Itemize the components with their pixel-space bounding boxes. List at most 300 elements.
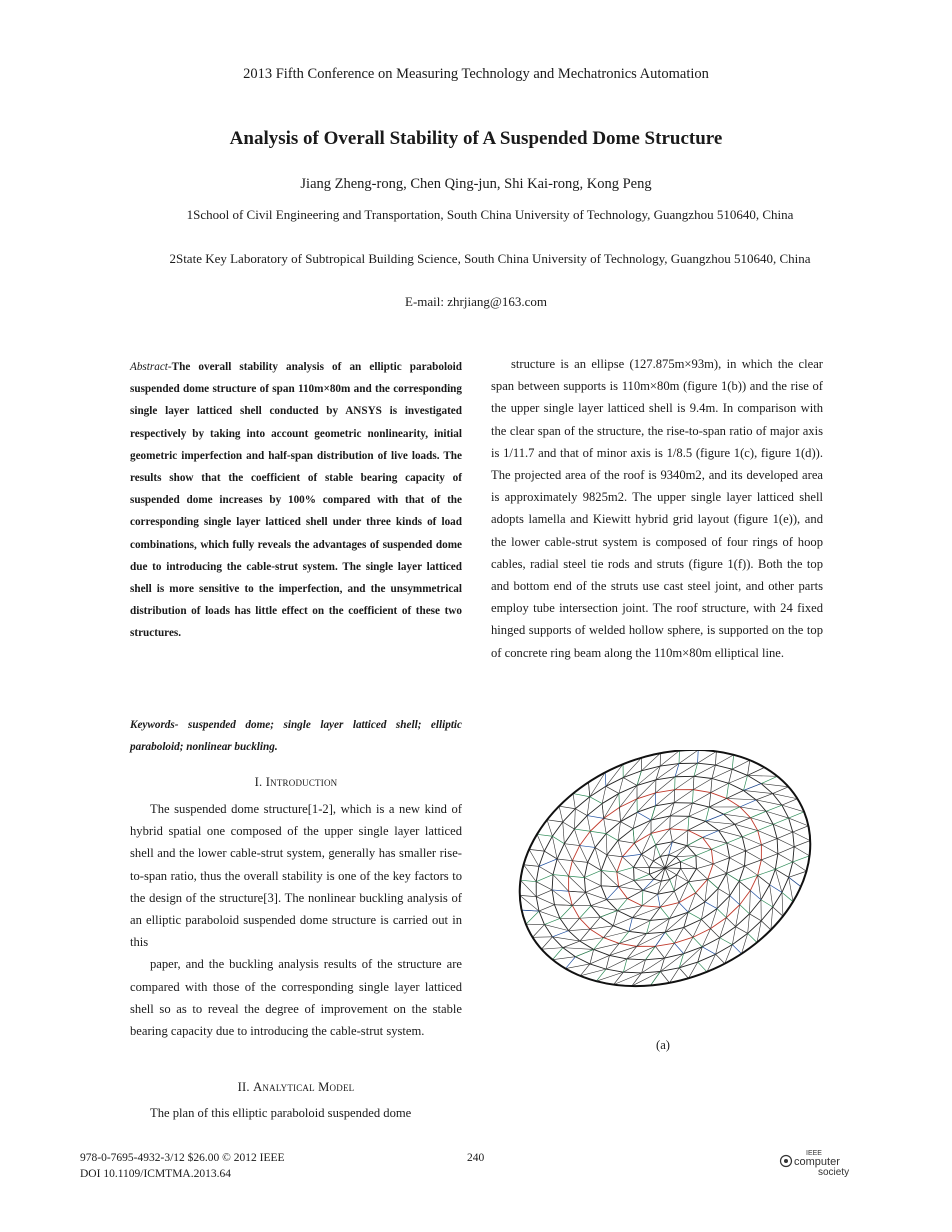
lattice-member [761,921,771,930]
lattice-member [688,912,701,919]
lattice-member [740,890,751,904]
lattice-member [789,877,793,901]
lattice-member [634,843,641,854]
lattice-member [705,902,717,909]
lattice-member [732,945,741,954]
lattice-member [569,876,586,892]
lattice-member [653,856,660,861]
lattice-member [539,911,560,918]
lattice-member [574,829,590,831]
section-title: Introduction [265,775,338,789]
lattice-member [711,783,729,792]
lattice-member [688,821,706,830]
lattice-member [739,881,740,905]
lattice-member [693,790,711,793]
lattice-member [658,894,661,907]
lattice-member [777,832,793,839]
lattice-member [705,879,708,902]
lattice-member [726,918,735,927]
lattice-member [727,843,730,858]
lattice-member [773,787,789,794]
lattice-member [727,790,744,798]
lattice-member [552,875,553,890]
lattice-member [544,836,552,851]
logo-line-2: computer [794,1156,840,1168]
lattice-member [618,829,633,841]
lattice-member [575,797,589,809]
lattice-member [547,820,552,836]
lattice-member [588,782,589,797]
lattice-member [745,866,758,875]
section-title: Analytical Model [253,1080,355,1094]
lattice-member [607,855,622,857]
lattice-member [670,829,688,830]
lattice-member [575,957,589,964]
lattice-member [637,932,665,946]
lattice-member [761,885,770,900]
lattice-member [761,784,788,787]
lattice-member [613,911,617,926]
lattice-member [559,806,575,809]
lattice-member [590,818,603,831]
lattice-member [793,832,810,841]
lattice-member [712,778,729,783]
lattice-member [669,855,676,857]
lattice-member [771,907,773,930]
lattice-member [619,785,637,807]
lattice-member [711,849,713,864]
lattice-member [573,794,590,797]
lattice-member [552,890,569,891]
lattice-member [748,775,762,783]
lattice-member [575,809,587,816]
lattice-member [732,769,747,775]
lattice-member [642,894,658,905]
lattice-member [770,869,776,885]
lattice-member [740,905,750,914]
abstract-label: Abstract- [130,361,172,373]
lattice-member [590,955,610,964]
lattice-member [698,751,717,763]
lattice-member [617,872,634,880]
lattice-member [536,866,539,881]
lattice-member [533,925,545,938]
lattice-member [712,769,732,778]
lattice-member [619,778,623,794]
lattice-member [526,911,539,924]
lattice-member [623,972,641,973]
lattice-member [560,905,572,918]
lattice-member [727,873,730,895]
lattice-member [698,750,699,763]
section-number: II. [237,1080,254,1094]
lattice-member [553,957,576,960]
lattice-member [653,845,655,861]
lattice-member [634,867,635,880]
lattice-member [679,903,688,913]
lattice-member [563,822,565,844]
lattice-member [698,954,716,962]
lattice-member [693,919,701,937]
lattice-member [773,907,783,916]
lattice-member [750,890,761,899]
lattice-member [603,938,619,944]
lattice-member [744,775,748,790]
lattice-member [770,885,773,907]
lattice-member [584,878,601,886]
lattice-member [606,786,619,793]
lattice-member [706,814,724,821]
lattice-member [730,896,740,905]
lattice-member [580,969,606,976]
lattice-member [587,797,590,816]
lattice-member [777,839,794,847]
lattice-member [580,929,590,941]
lattice-member [557,844,564,859]
lattice-member [789,862,793,877]
lattice-member [709,793,711,807]
lattice-member [717,889,718,909]
lattice-member [716,954,725,963]
lattice-member [701,919,710,928]
lattice-member [627,959,646,960]
lattice-member [529,849,544,851]
lattice-member [628,890,643,898]
logo-icon [778,1146,858,1178]
lattice-member [665,862,680,868]
lattice-member [716,945,733,955]
lattice-member [727,798,740,807]
lattice-member [643,881,661,890]
lattice-member [793,826,809,832]
lattice-member [604,818,621,821]
lattice-member [724,814,751,818]
lattice-member [674,891,679,903]
authors: Jiang Zheng-rong, Chen Qing-jun, Shi Kai-rong, Kong Peng [300,176,652,192]
lattice-member [539,851,544,866]
lattice-member [580,938,604,941]
lattice-member [574,816,587,829]
lattice-member [604,807,620,818]
lattice-member [740,800,756,807]
lattice-member [711,778,712,792]
lattice-member [702,938,719,947]
lattice-member [669,912,688,918]
lattice-member [727,873,740,881]
lattice-member [727,783,729,798]
lattice-member [684,947,703,954]
lattice-member [670,816,689,829]
lattice-member [688,893,695,912]
lattice-member [794,847,809,856]
lattice-member [746,845,762,851]
lattice-member [660,907,669,918]
lattice-member [773,824,777,838]
lattice-member [748,767,765,775]
lattice-member [569,918,580,930]
lattice-member [602,793,619,803]
lattice-member [712,765,715,778]
lattice-member [590,831,606,833]
lattice-member [727,858,730,874]
lattice-member [717,909,726,918]
abstract [130,356,462,645]
lattice-member [715,765,732,769]
lattice-member [709,798,726,807]
lattice-member [766,805,782,811]
lattice-member [628,899,643,906]
lattice-member [632,918,650,921]
lattice-member [711,909,717,929]
lattice-member [711,849,729,857]
lattice-member [729,783,744,790]
lattice-member [735,818,751,825]
lattice-member [775,862,792,869]
lattice-member [656,845,661,857]
lattice-member [744,784,762,791]
lattice-member [773,818,788,824]
lattice-member [574,829,579,845]
lattice-member [698,763,716,765]
lattice-member [730,858,745,866]
lattice-member [619,807,620,821]
lattice-member [720,918,727,938]
lattice-member [761,900,773,907]
lattice-member [617,857,623,872]
lattice-member [748,914,750,934]
lattice-member [750,890,751,913]
lattice-member [529,849,539,866]
lattice-member [619,887,643,891]
page-number: 240 [467,1152,485,1164]
lattice-member [520,880,536,897]
lattice-member [629,931,647,933]
lattice-member [601,855,607,871]
lattice-member [557,859,569,876]
lattice-member [789,818,793,832]
lattice-member [622,857,633,868]
lattice-member [720,938,733,945]
lattice-member [665,932,674,943]
lattice-member [711,918,727,929]
lattice-member [758,875,770,884]
lattice-member [619,793,620,807]
section-heading-introduction [130,771,462,793]
lattice-member [756,794,773,800]
lattice-member [794,841,810,847]
lattice-member [613,918,632,926]
lattice-member [618,822,621,841]
lattice-member [775,854,778,870]
lattice-member [547,820,563,822]
lattice-member [727,866,745,873]
lattice-member [524,865,539,867]
lattice-member [694,765,715,776]
lattice-member [564,844,572,861]
lattice-member [789,812,804,818]
logo-line-1: IEEE [806,1150,822,1157]
lattice-member [688,902,705,912]
lattice-member [758,831,762,845]
lattice-member [758,824,773,830]
lattice-member [758,869,776,875]
lattice-member [613,926,629,932]
lattice-member [674,790,693,803]
lattice-member [606,969,623,972]
lattice-member [621,799,638,822]
lattice-member [569,876,585,877]
lattice-member [563,941,580,948]
lattice-member [687,837,702,845]
conference-header: 2013 Fifth Conference on Measuring Technology and Mechatronics Automation [243,66,709,82]
section-heading-analytical-model [130,1076,462,1098]
lattice-member [789,818,809,826]
lattice-member [564,844,579,846]
lattice-member [557,859,572,861]
lattice-member [782,877,789,892]
lattice-member [633,829,634,844]
lattice-member [588,847,595,862]
lattice-member [793,832,794,847]
lattice-member [580,906,591,919]
lattice-member [679,968,688,978]
lattice-member [539,866,553,874]
lattice-member [713,858,729,864]
lattice-member [563,948,594,950]
lattice-member [692,790,693,803]
lattice-member [572,892,585,905]
lattice-member [739,881,750,890]
lattice-member [750,914,762,921]
lattice-member [720,927,736,938]
lattice-member [522,910,539,911]
lattice-member [590,831,595,847]
lattice-member [643,890,658,894]
lattice-member [606,834,607,855]
lattice-member [552,836,564,843]
lattice-member [619,943,637,946]
lattice-member [601,886,619,887]
lattice-member [622,843,634,857]
lattice-member [715,751,716,765]
lattice-member [618,841,634,844]
lattice-member [619,887,628,899]
lattice-member [569,929,591,931]
lattice-member [573,794,575,809]
lattice-member [600,911,617,918]
lattice-member [580,831,591,845]
lattice-member [713,864,726,873]
lattice-member [693,776,694,789]
lattice-member [761,907,773,921]
lattice-member [542,937,553,949]
lattice-member [559,806,563,822]
lattice-member [750,811,766,817]
paragraph: structure is an ellipse (127.875m×93m), in which the clear span between supports is 110m×80m (figure 1(b)) and the rise of the upper single layer latticed shell is 9.4m. In comparison with the clear span of the structure, the rise-to-span ratio of major axis is 1/11.7 and that of minor axis is 1/8.5 (figure 1(c), figure 1(d)). The projected area of the roof is 9340m2, and its developed area is approximately 9825m2. The upper single layer latticed shell adopts lamella and Kiewitt hybrid grid layout (figure 1(e)), and the lower cable-strut system is composed of four rings of hoop cables, radial steel tie rods and struts (figure 1(f)). Both the top and bottom end of the struts use cast steel joint, and other parts employ tube intersection joint. The roof structure, with 24 fixed hinged supports of welded hollow sphere, is supported on the top of concrete ring beam along the 110m×80m elliptical line. [491,357,823,660]
lattice-member [742,831,757,837]
lattice-member [677,868,681,875]
lattice-member [729,775,748,783]
section-number: I. [254,775,266,789]
lattice-member [778,847,794,854]
lattice-member [702,831,718,838]
lattice-member [696,869,707,880]
lattice-member [701,909,717,920]
lattice-member [689,882,696,893]
lattice-member [727,843,746,851]
lattice-member [650,868,665,874]
lattice-member [586,892,591,905]
lattice-member [711,929,720,938]
lattice-member [696,893,705,902]
lattice-member [544,851,557,859]
lattice-member [536,890,552,897]
lattice-member [688,830,703,837]
lattice-member [539,911,544,924]
lattice-member [539,905,554,911]
lattice-member [587,804,602,816]
affiliation-1: 1School of Civil Engineering and Transportation, South China University of Technology, Guangzhou 510640, China [186,207,794,222]
lattice-member [564,829,574,844]
lattice-member [679,750,698,764]
lattice-member [696,856,713,864]
lattice-member [617,911,632,918]
lattice-member [745,860,762,866]
lattice-member [552,822,562,836]
lattice-member [537,834,544,851]
lattice-member [622,854,641,857]
lattice-member [651,971,661,985]
lattice-member [536,875,553,882]
lattice-member [645,958,664,960]
figure-caption: (a) [656,1038,670,1052]
lattice-member [590,786,606,796]
dome-outline [500,750,830,1000]
lattice-member [684,927,693,937]
lattice-member [761,854,777,860]
lattice-member [711,793,727,799]
lattice-member [634,867,650,874]
lattice-member [654,879,661,881]
lattice-member [730,881,739,895]
lattice-member [693,937,702,947]
lattice-member [554,905,560,919]
lattice-member [670,829,673,842]
lattice-member [601,870,617,872]
lattice-member [709,807,723,814]
lattice-member [572,861,587,863]
lattice-member [670,875,677,880]
lattice-member [590,964,606,969]
lattice-member [584,862,587,877]
lattice-member [619,880,634,886]
lattice-member [692,803,709,807]
paragraph: The plan of this elliptic paraboloid suspended dome [150,1106,412,1120]
lattice-member [542,948,563,950]
lattice-member [580,941,594,949]
lattice-member [569,891,586,892]
lattice-member [618,841,622,857]
lattice-member [730,851,746,858]
lattice-member [758,831,777,839]
lattice-member [732,760,750,769]
lattice-member [600,917,613,926]
lattice-member [672,830,688,841]
lattice-member [660,903,679,908]
lattice-member [676,857,680,862]
lattice-member [670,880,675,892]
lattice-member [586,886,602,892]
